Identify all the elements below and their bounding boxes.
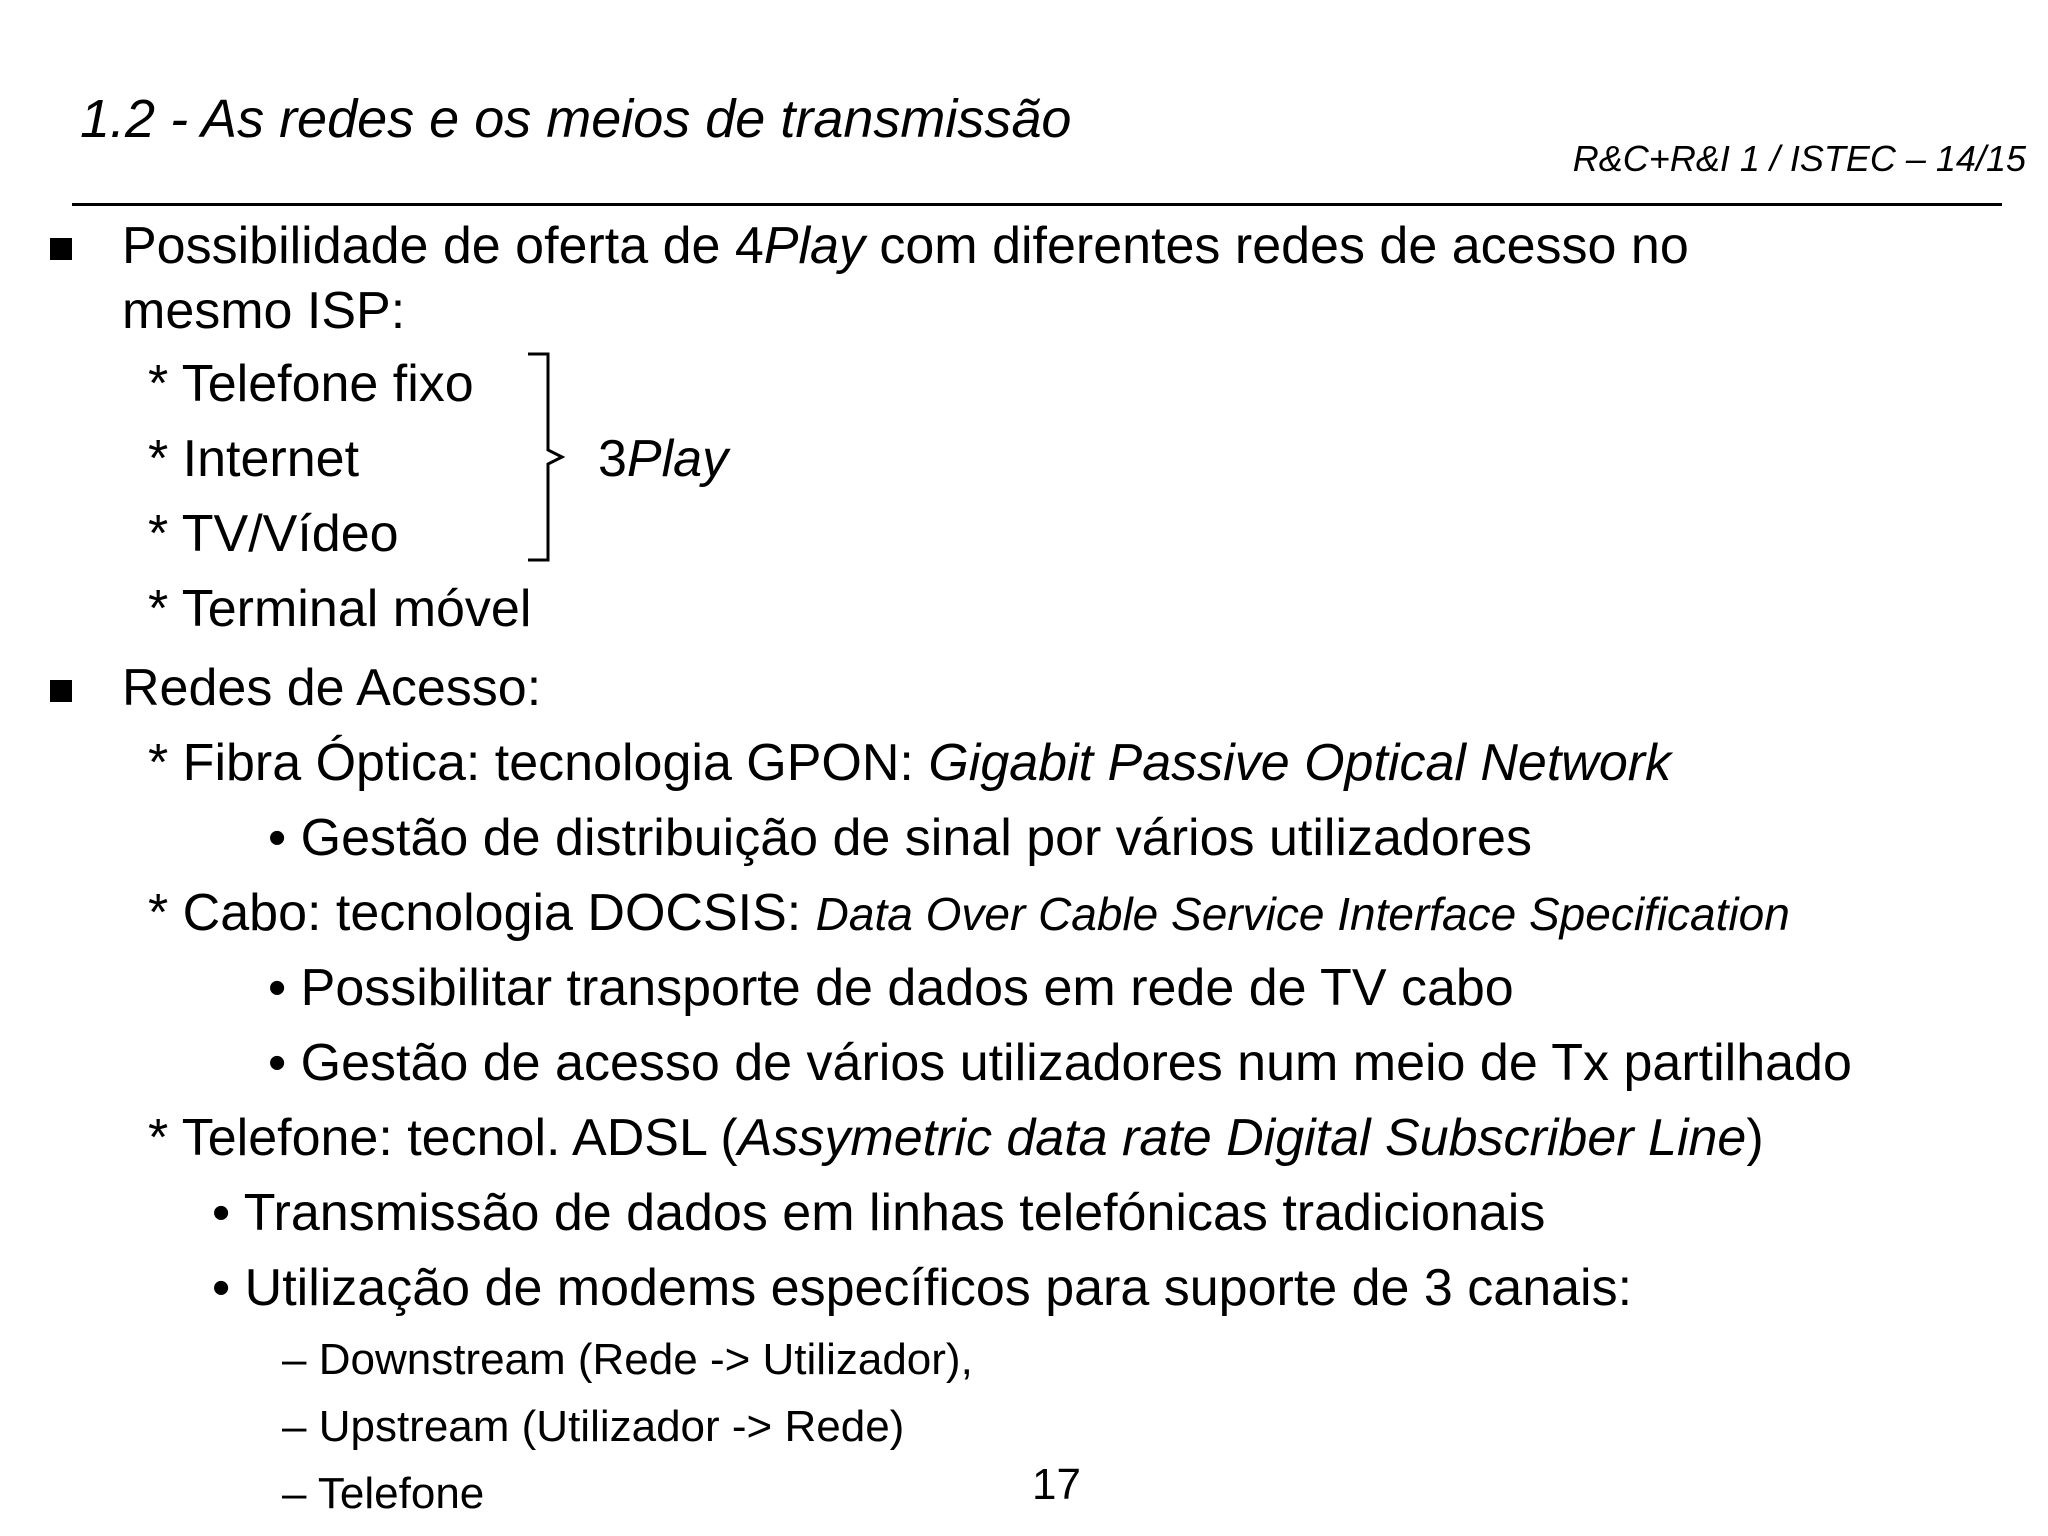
cabo-sub2: • Gestão de acesso de vários utilizadores num meio de Tx partilhado	[268, 1034, 1852, 1092]
access-cabo	[148, 883, 1790, 943]
channel-downstream: – Downstream (Rede -> Utilizador),	[282, 1335, 973, 1384]
access-telefone	[148, 1108, 1764, 1168]
bullet1-line1	[122, 216, 1689, 276]
header-divider	[72, 203, 2002, 206]
page-number: 17	[1032, 1460, 1081, 1509]
service-item-internet: * Internet	[148, 430, 360, 488]
text-part-italic: Play	[626, 430, 729, 488]
channel-telefone: – Telefone	[282, 1469, 485, 1518]
text-part: )	[1746, 1109, 1764, 1167]
right-brace-icon	[520, 350, 580, 565]
text-part: Possibilidade de oferta de 4	[122, 217, 764, 275]
text-part-italic: Data Over Cable Service Interface Specification	[815, 888, 1790, 940]
text-part-italic: Gigabit Passive Optical Network	[928, 734, 1672, 792]
tel-sub1: • Transmissão de dados em linhas telefónicas tradicionais	[212, 1184, 1546, 1242]
square-bullet-icon	[50, 238, 72, 260]
fibra-sub: • Gestão de distribuição de sinal por vários utilizadores	[268, 809, 1532, 867]
course-label: R&C+R&I 1 / ISTEC – 14/15	[1572, 138, 2026, 179]
bullet2-heading: Redes de Acesso:	[122, 659, 542, 717]
text-part-italic: Assymetric data rate Digital Subscriber Line	[737, 1109, 1747, 1167]
bullet1-line2: mesmo ISP:	[122, 282, 406, 340]
slide-title: 1.2 - As redes e os meios de transmissão	[80, 89, 1072, 149]
text-part: com diferentes redes de acesso no	[864, 217, 1689, 275]
channel-upstream: – Upstream (Utilizador -> Rede)	[282, 1402, 905, 1451]
text-part-italic: Play	[763, 217, 865, 275]
access-fibra	[148, 733, 1671, 793]
tel-sub2: • Utilização de modems específicos para suporte de 3 canais:	[212, 1259, 1633, 1317]
square-bullet-icon	[50, 680, 72, 702]
cabo-sub1: • Possibilitar transporte de dados em rede de TV cabo	[268, 959, 1514, 1017]
text-part: * Fibra Óptica: tecnologia GPON:	[148, 734, 929, 792]
text-part: 3	[598, 430, 627, 488]
service-item-tv: * TV/Vídeo	[148, 505, 399, 563]
service-item-telefone: * Telefone fixo	[148, 355, 474, 413]
service-item-movel: * Terminal móvel	[148, 580, 532, 638]
group-label-3play	[598, 429, 728, 489]
text-part: * Cabo: tecnologia DOCSIS:	[148, 884, 816, 942]
text-part: * Telefone: tecnol. ADSL (	[148, 1109, 738, 1167]
